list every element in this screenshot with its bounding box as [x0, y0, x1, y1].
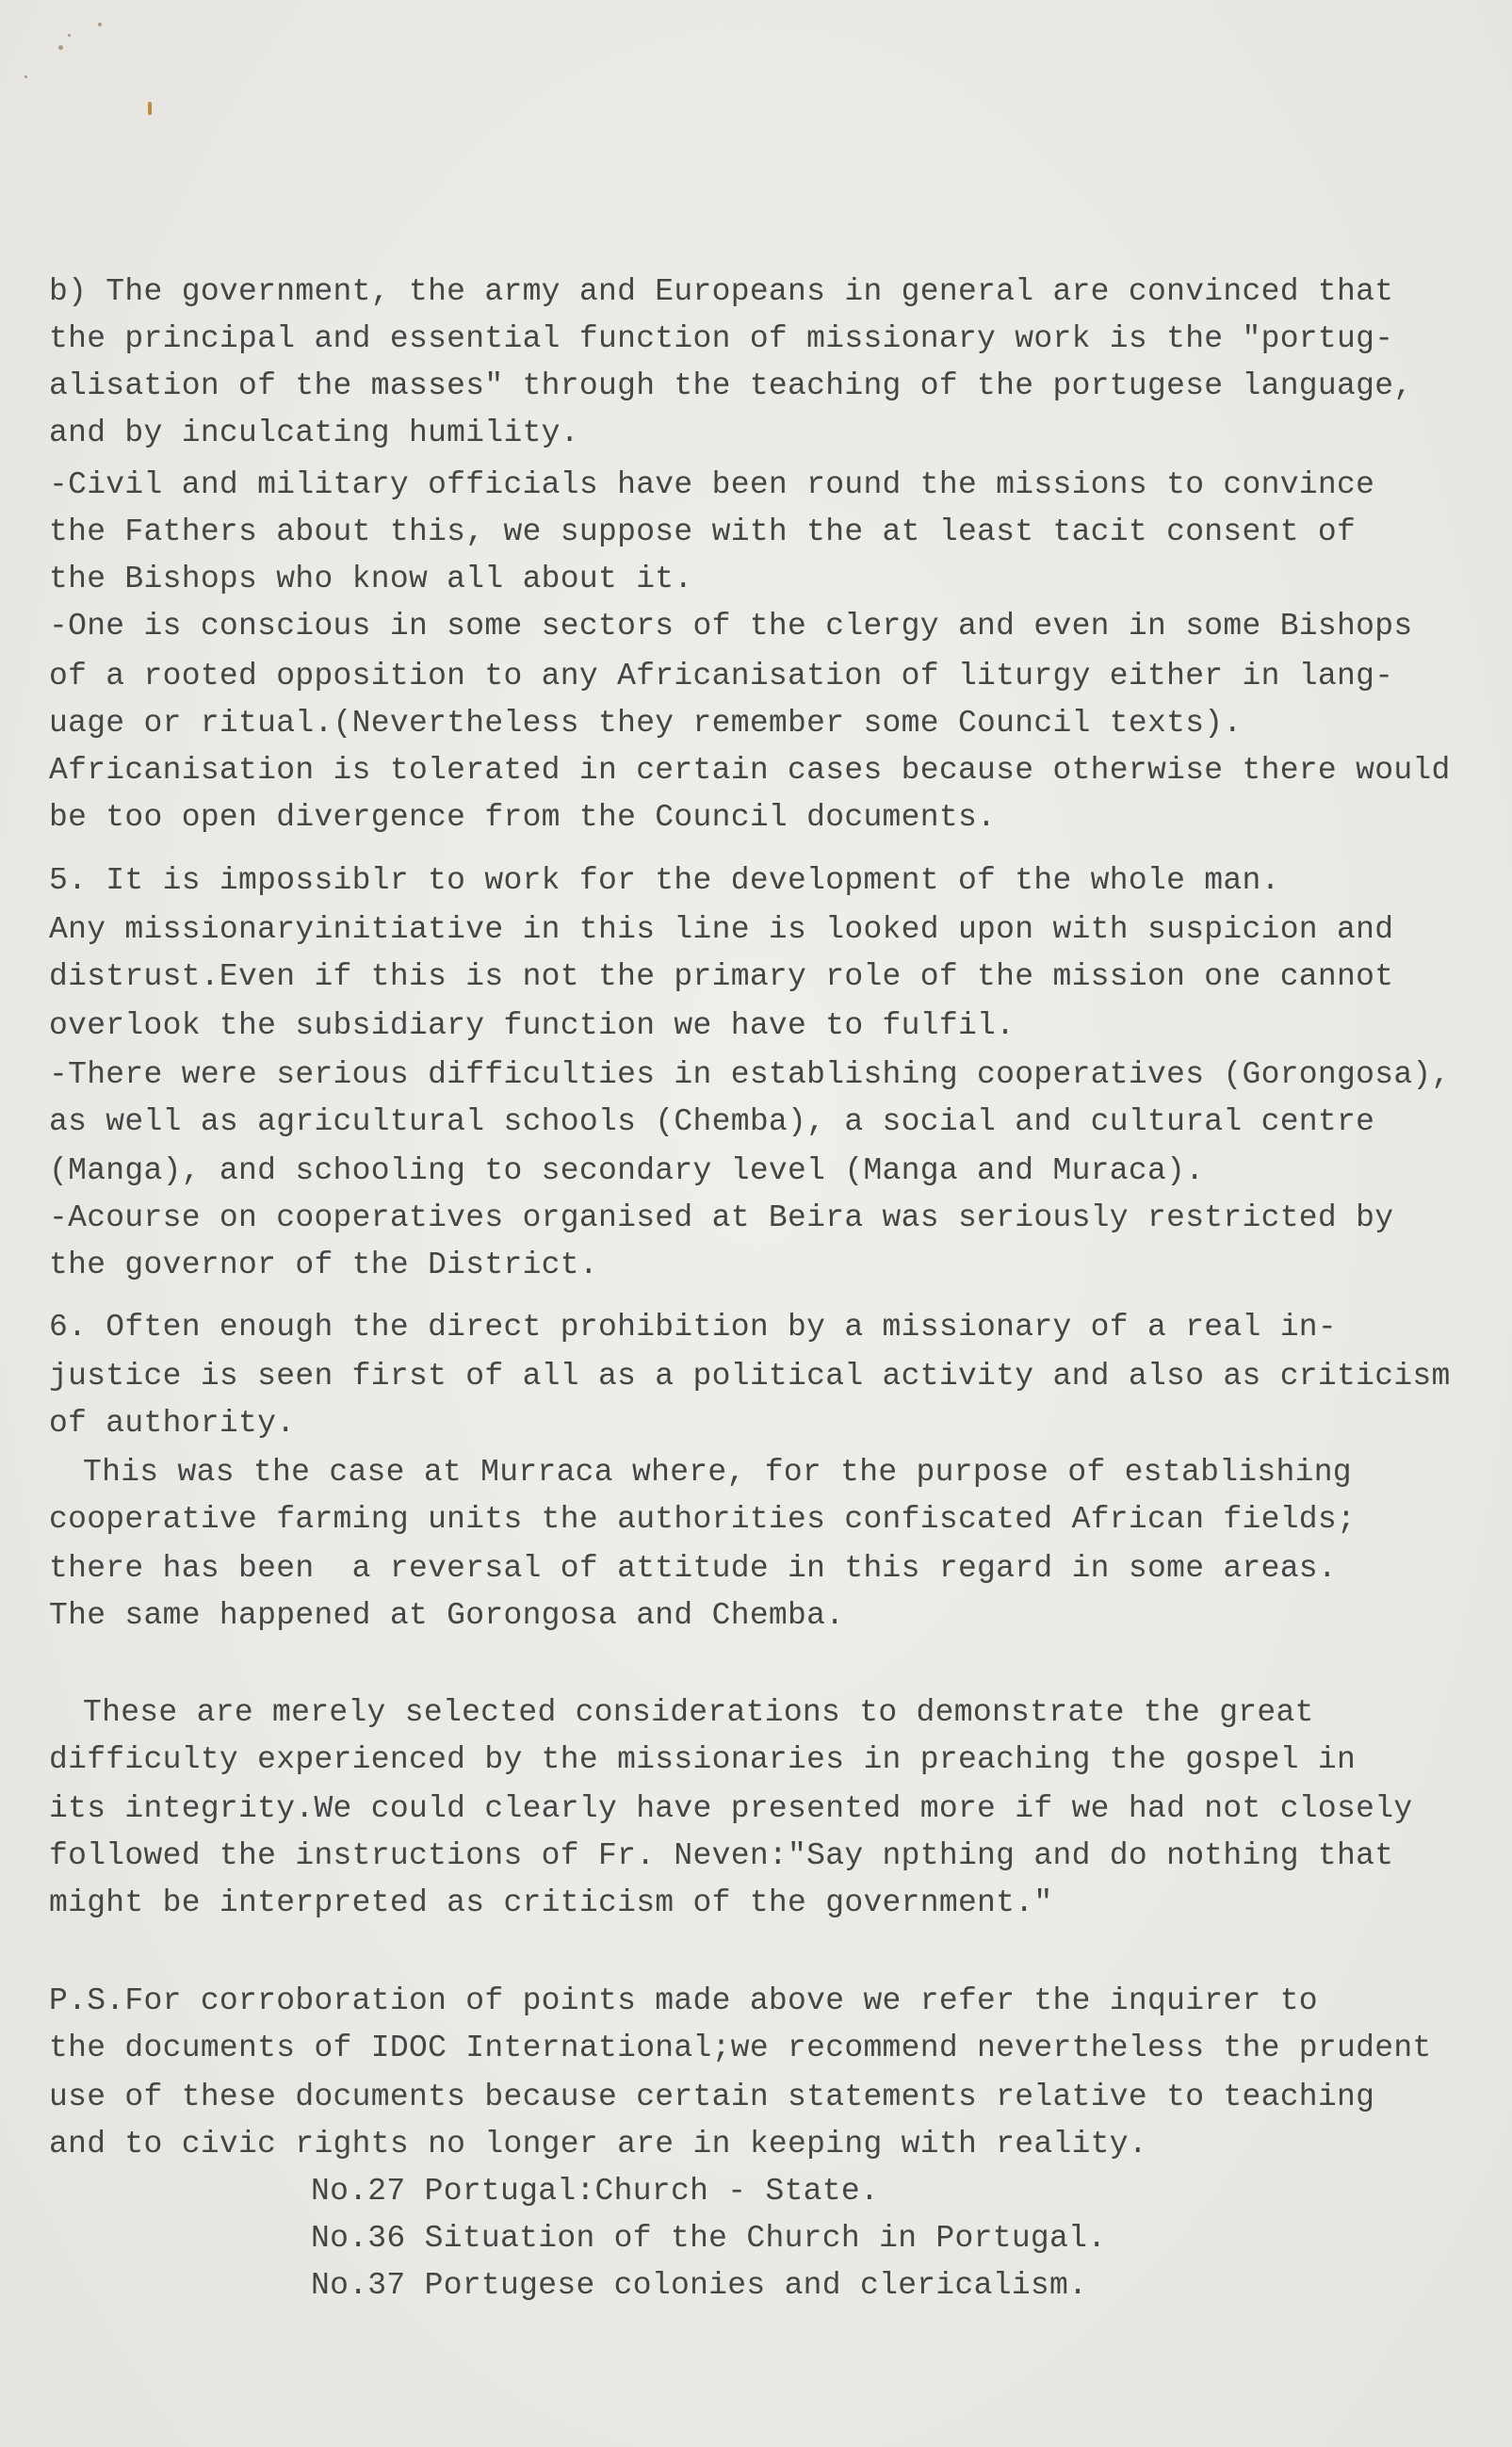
paper-speck [68, 34, 71, 37]
text-line: 5. It is impossiblr to work for the development of the whole man. [49, 863, 1280, 898]
document-reference: No.37 Portugese colonies and clericalism. [311, 2268, 1088, 2303]
text-line: and to civic rights no longer are in keeping with reality. [49, 2127, 1147, 2162]
document-reference: No.27 Portugal:Church - State. [311, 2174, 880, 2209]
paper-speck [58, 45, 63, 50]
text-line: of a rooted opposition to any Africanisation of liturgy either in lang- [49, 659, 1394, 693]
text-line: use of these documents because certain statements relative to teaching [49, 2080, 1375, 2114]
text-line: Africanisation is tolerated in certain cases because otherwise there would [49, 753, 1451, 788]
text-line: -There were serious difficulties in establishing cooperatives (Gorongosa), [49, 1057, 1451, 1092]
text-line: the governor of the District. [49, 1248, 598, 1282]
text-line: cooperative farming units the authorities confiscated African fields; [49, 1502, 1357, 1537]
text-line: (Manga), and schooling to secondary level (Manga and Muraca). [49, 1153, 1205, 1188]
text-line: overlook the subsidiary function we have to fulfil. [49, 1008, 1016, 1043]
text-line: the principal and essential function of missionary work is the "portug- [49, 321, 1394, 356]
text-line: distrust.Even if this is not the primary role of the mission one cannot [49, 959, 1394, 994]
text-line: the Bishops who know all about it. [49, 562, 693, 596]
text-line: alisation of the masses" through the teaching of the portugese language, [49, 368, 1413, 403]
text-line: there has been a reversal of attitude in this regard in some areas. [49, 1551, 1338, 1586]
text-line: difficulty experienced by the missionaries in preaching the gospel in [49, 1742, 1357, 1777]
document-reference: No.36 Situation of the Church in Portugal. [311, 2221, 1107, 2256]
text-line: its integrity.We could clearly have presented more if we had not closely [49, 1791, 1413, 1826]
text-line: justice is seen first of all as a political activity and also as criticism [49, 1359, 1451, 1394]
paper-speck [24, 75, 27, 78]
text-line: b) The government, the army and Europeans in general are convinced that [49, 274, 1394, 309]
text-line: -Acourse on cooperatives organised at Beira was seriously restricted by [49, 1200, 1394, 1235]
paper-speck [98, 23, 102, 26]
text-line: uage or ritual.(Nevertheless they remember some Council texts). [49, 706, 1243, 741]
text-line: of authority. [49, 1406, 296, 1441]
text-line: The same happened at Gorongosa and Chemba. [49, 1598, 845, 1633]
paper-speck [148, 102, 152, 115]
text-line: 6. Often enough the direct prohibition by a missionary of a real in- [49, 1310, 1338, 1345]
text-line: as well as agricultural schools (Chemba), a social and cultural centre [49, 1104, 1375, 1139]
text-line: P.S.For corroboration of points made above we refer the inquirer to [49, 1983, 1318, 2018]
text-line: the Fathers about this, we suppose with the at least tacit consent of [49, 514, 1357, 549]
text-line: be too open divergence from the Council documents. [49, 800, 997, 835]
text-line: Any missionaryinitiative in this line is looked upon with suspicion and [49, 912, 1394, 947]
text-line: These are merely selected considerations to demonstrate the great [83, 1695, 1314, 1730]
text-line: might be interpreted as criticism of the government." [49, 1885, 1053, 1920]
text-line: and by inculcating humility. [49, 416, 579, 450]
text-line: followed the instructions of Fr. Neven:"Say npthing and do nothing that [49, 1838, 1394, 1873]
text-line: -One is conscious in some sectors of the clergy and even in some Bishops [49, 609, 1413, 644]
text-line: the documents of IDOC International;we recommend nevertheless the prudent [49, 2031, 1432, 2065]
text-line: -Civil and military officials have been round the missions to convince [49, 467, 1375, 502]
text-line: This was the case at Murraca where, for the purpose of establishing [83, 1455, 1352, 1490]
